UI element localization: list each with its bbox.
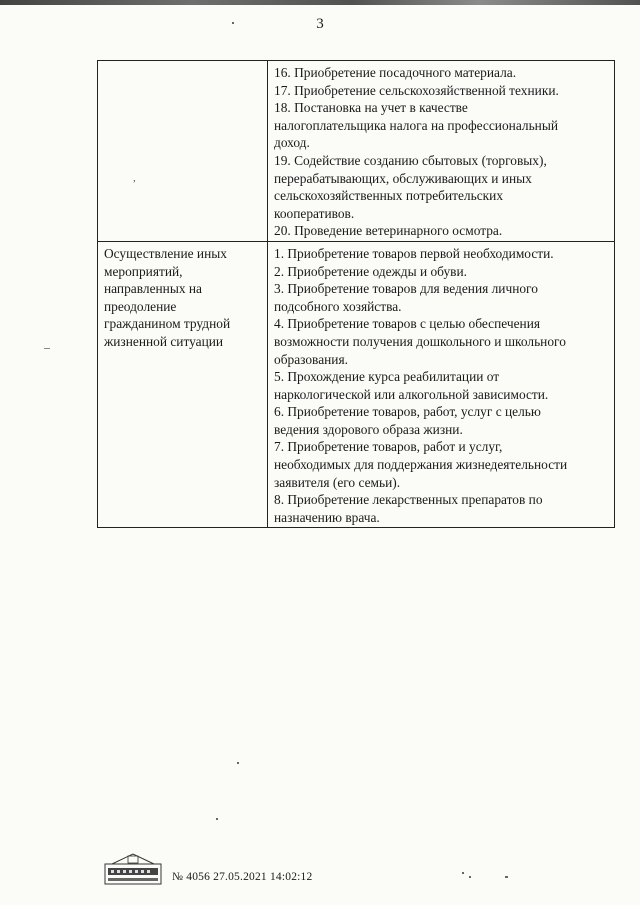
cell-text-line: ведения здорового образа жизни.: [274, 421, 463, 437]
table-cell-category: [98, 241, 268, 528]
cell-text-line: доход.: [274, 135, 310, 151]
scan-speck: [232, 22, 234, 24]
cell-text-line: необходимых для поддержания жизнедеятельности: [274, 457, 568, 473]
cell-text-line: 20. Проведение ветеринарного осмотра.: [274, 223, 503, 239]
scan-speck: [237, 762, 239, 764]
cell-text-line: образования.: [274, 351, 348, 367]
cell-text-line: Осуществление иных: [104, 245, 227, 261]
cell-text-line: 4. Приобретение товаров с целью обеспечения: [274, 316, 541, 332]
cell-text-line: 18. Постановка на учет в качестве: [274, 100, 468, 116]
table-row: [98, 61, 615, 242]
cell-text-line: мероприятий,: [104, 263, 183, 279]
cell-text-line: направленных на: [104, 281, 202, 297]
cell-text-line: 2. Приобретение одежды и обуви.: [274, 263, 468, 279]
cell-text-line: перерабатывающих, обслуживающих и иных: [274, 170, 532, 186]
table-cell-measures: [268, 241, 615, 528]
cell-text-line: 19. Содействие созданию сбытовых (торговых),: [274, 152, 547, 168]
cell-lines: [274, 245, 608, 527]
table-cell-category: [98, 61, 268, 242]
cell-text-line: кооперативов.: [274, 205, 355, 221]
cell-text-line: гражданином трудной: [104, 316, 231, 332]
cell-text-line: 3. Приобретение товаров для ведения личного: [274, 281, 538, 297]
scan-margin-dash: [44, 348, 50, 349]
scan-tick-mark: ,: [133, 172, 136, 184]
cell-text-line: наркологической или алкогольной зависимости.: [274, 386, 549, 402]
cell-text-line: 7. Приобретение товаров, работ и услуг,: [274, 439, 503, 455]
table-row: [98, 241, 615, 528]
cell-text-line: преодоление: [104, 298, 177, 314]
measures-table: [97, 60, 615, 528]
scan-speck: [216, 818, 218, 820]
registration-footer: [104, 852, 624, 892]
cell-text-line: возможности получения дошкольного и школьного: [274, 333, 566, 349]
cell-text-line: налогоплательщика налога на профессиональный: [274, 117, 559, 133]
cell-text-line: 5. Прохождение курса реабилитации от: [274, 369, 500, 385]
registration-stamp-icon: [104, 852, 162, 886]
cell-text-line: заявителя (его семьи).: [274, 474, 401, 490]
page-number: 3: [316, 16, 324, 32]
cell-lines: [274, 64, 608, 240]
cell-text-line: 6. Приобретение товаров, работ, услуг с целью: [274, 404, 541, 420]
cell-text-line: 1. Приобретение товаров первой необходимости.: [274, 245, 554, 261]
cell-text-line: жизненной ситуации: [104, 333, 224, 349]
cell-text-line: назначению врача.: [274, 509, 380, 525]
cell-text-line: подсобного хозяйства.: [274, 298, 402, 314]
cell-text-line: 8. Приобретение лекарственных препаратов по: [274, 492, 543, 508]
cell-text-line: 17. Приобретение сельскохозяйственной техники.: [274, 82, 559, 98]
cell-text-line: сельскохозяйственных потребительских: [274, 188, 504, 204]
table-cell-measures: [268, 61, 615, 242]
registration-number: № 4056 27.05.2021 14:02:12: [172, 871, 313, 883]
cell-lines: [104, 245, 261, 351]
cell-text-line: 16. Приобретение посадочного материала.: [274, 65, 517, 80]
scan-top-edge: [0, 0, 640, 5]
